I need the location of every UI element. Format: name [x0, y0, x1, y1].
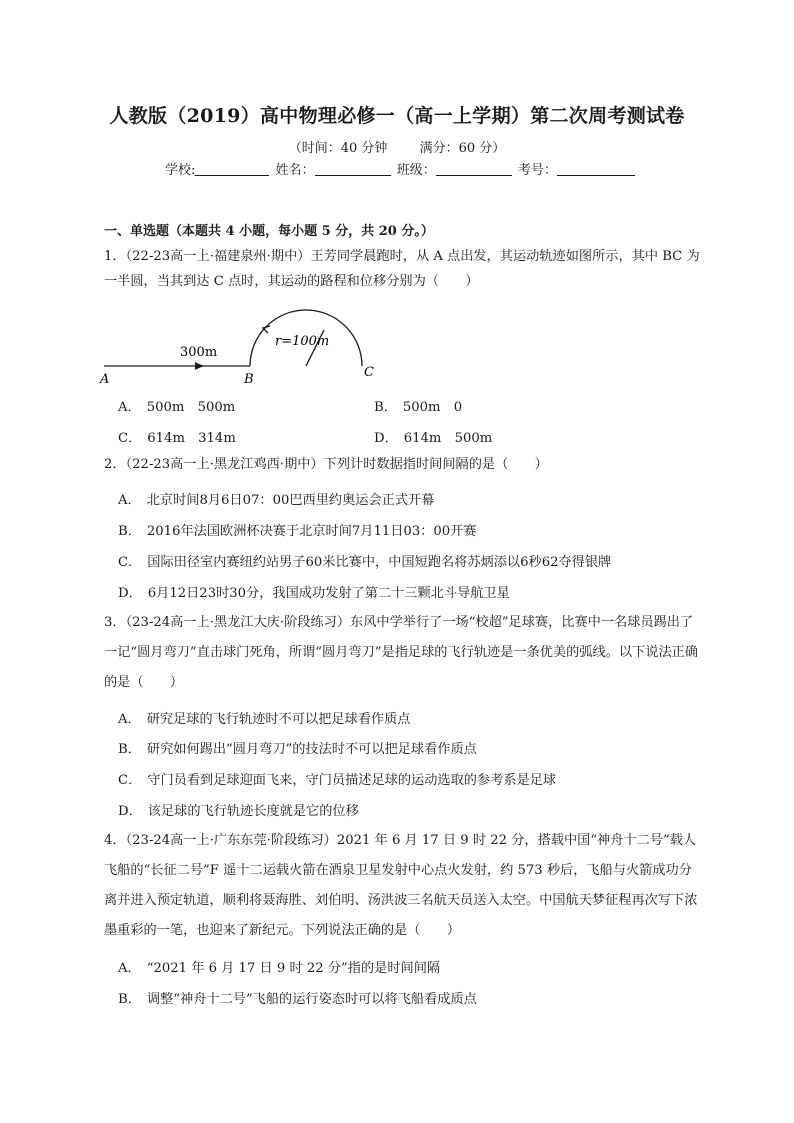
radius-label: r=100m [275, 334, 330, 349]
q1-option-a[interactable]: A． 500m 500m [118, 400, 236, 415]
q2-option-b[interactable]: B． 2016年法国欧洲杯决赛于北京时间7月11日03：00开赛 [118, 524, 477, 539]
exam-number-label: 考号： [517, 163, 557, 178]
point-a-label: A [100, 372, 110, 387]
q2-option-d[interactable]: D． 6月12日23时30分，我国成功发射了第二十三颗北斗导航卫星 [118, 586, 510, 601]
q2-option-c[interactable]: C． 国际田径室内赛纽约站男子60米比赛中，中国短跑名将苏炳添以6秒62夺得银牌 [118, 555, 612, 570]
exam-number-blank[interactable] [557, 162, 635, 176]
q3-option-a[interactable]: A． 研究足球的飞行轨迹时不可以把足球看作质点 [118, 712, 411, 727]
question-3-stem: 3．（23-24高一上·黑龙江大庆·阶段练习）东风中学举行了一场“校超”足球赛，比赛中一名球员踢出了一记“圆月弯刀”直击球门死角，所谓“圆月弯刀”是指足球的飞行轨迹是一条优美的弧线。以下说法正确的是（ ） [104, 615, 699, 690]
exam-title: 人教版（2019）高中物理必修一（高一上学期）第二次周考测试卷 [109, 105, 685, 127]
question-2-stem: 2．（22-23高一上·黑龙江鸡西·期中）下列计时数据指时间间隔的是（ ） [104, 457, 548, 472]
question-1-figure [96, 305, 396, 387]
full-score: 满分：60 分） [419, 141, 506, 156]
q4-option-a[interactable]: A． “2021 年 6 月 17 日 9 时 22 分”指的是时间间隔 [118, 961, 441, 976]
q4-option-b[interactable]: B． 调整“神舟十二号”飞船的运行姿态时可以将飞船看成质点 [118, 992, 477, 1007]
name-label: 姓名： [275, 163, 315, 178]
exam-subtitle [0, 137, 794, 156]
q3-option-b[interactable]: B． 研究如何踢出“圆月弯刀”的技法时不可以把足球看作质点 [118, 742, 477, 757]
class-blank[interactable] [436, 162, 512, 176]
segment-label: 300m [180, 345, 218, 360]
q3-option-d[interactable]: D． 该足球的飞行轨迹长度就是它的位移 [118, 804, 359, 819]
arc-arrow [263, 326, 270, 333]
school-label: 学校: [165, 163, 196, 178]
q1-option-d[interactable]: D． 614m 500m [374, 431, 493, 446]
q2-option-a[interactable]: A． 北京时间8月6日07：00巴西里约奥运会正式开幕 [118, 493, 435, 508]
q1-option-c[interactable]: C． 614m 314m [118, 431, 236, 446]
student-info-fields [165, 159, 637, 178]
school-blank[interactable] [195, 162, 269, 176]
question-1-stem: 1．（22-23高一上·福建泉州·期中）王芳同学晨跑时，从 A 点出发，其运动轨迹如图所示，其中 BC 为一半圆，当其到达 C 点时，其运动的路程和位移分别为（ ） [104, 249, 700, 289]
q3-option-c[interactable]: C． 守门员看到足球迎面飞来，守门员描述足球的运动选取的参考系是足球 [118, 773, 557, 788]
question-4-stem: 4．（23-24高一上·广东东莞·阶段练习）2021 年 6 月 17 日 9 时 22 分，搭载中国“神舟十二号”载人飞船的“长征二号”F 遥十二运载火箭在酒泉卫星发射中心点火发射，约 573 秒后，飞船与火箭成功分离并进入预定轨道，顺利将聂海胜、刘伯明、汤洪波三名航天员送入太空。中国航天梦征程再次写下浓墨重彩的一笔，也迎来了新纪元。下列说法正确的是（ ） [104, 833, 698, 938]
time-limit: （时间：40 分钟 [288, 141, 388, 156]
name-blank[interactable] [315, 162, 391, 176]
q1-option-b[interactable]: B． 500m 0 [374, 400, 463, 415]
point-b-label: B [244, 372, 254, 387]
section-heading: 一、单选题（本题共 4 小题，每小题 5 分，共 20 分。） [104, 224, 434, 239]
class-label: 班级： [396, 163, 436, 178]
point-c-label: C [364, 365, 374, 380]
